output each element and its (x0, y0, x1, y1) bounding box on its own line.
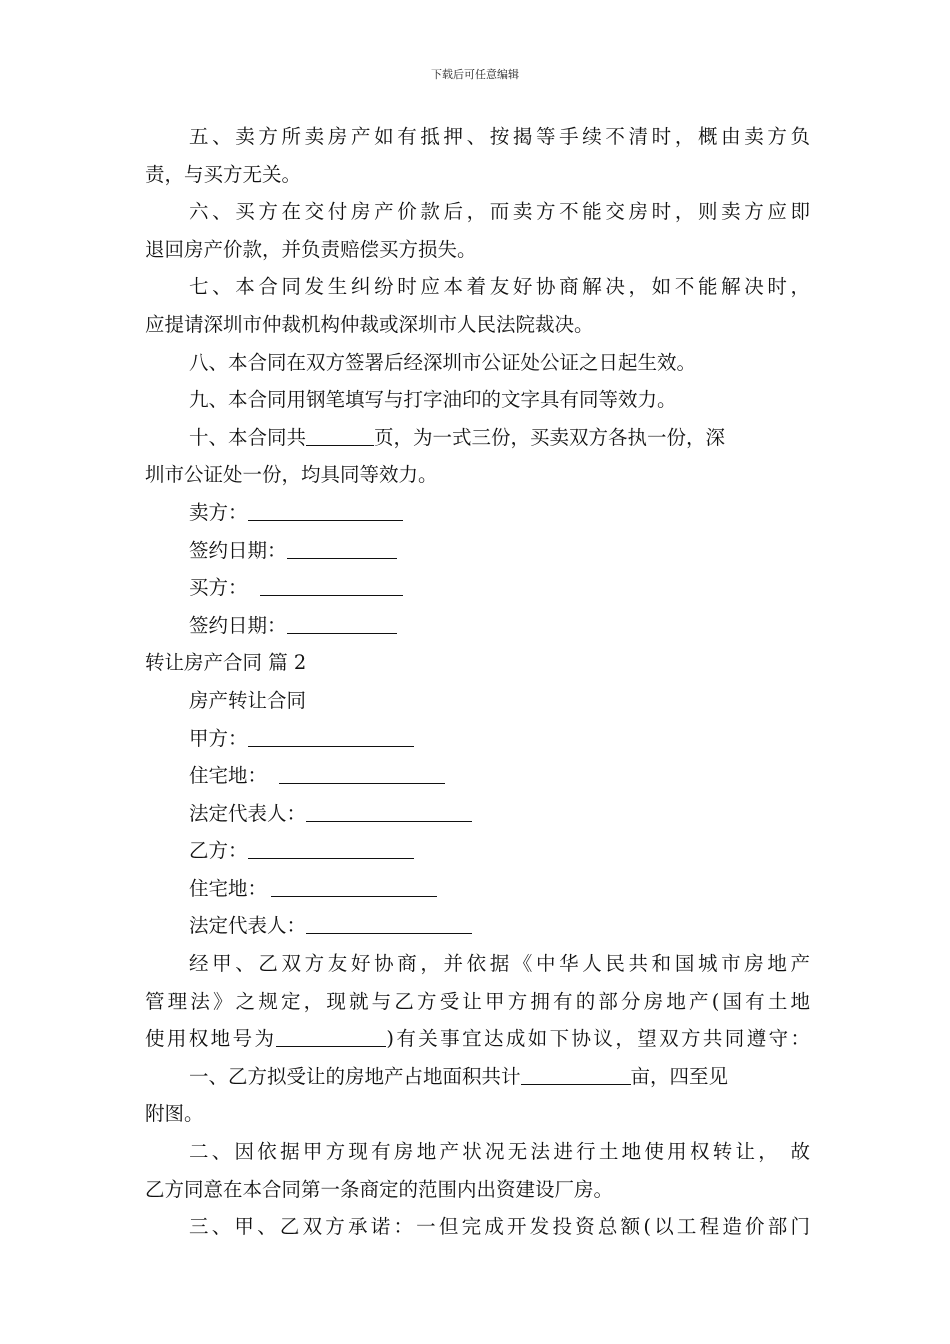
contract-title: 房产转让合同 (189, 688, 307, 712)
clause-10-line-2: 圳市公证处一份，均具同等效力。 (145, 463, 438, 487)
party-a-address-line (145, 757, 810, 795)
clause-6-line-1: 六、买方在交付房产价款后，而卖方不能交房时，则卖方应即 (189, 200, 810, 224)
party-a-blank (248, 726, 414, 747)
clause-5-line-1: 五、卖方所卖房产如有抵押、按揭等手续不清时，概由卖方负 (189, 125, 810, 148)
intro-line-2: 管理法》之规定，现就与乙方受让甲方拥有的部分房地产(国有土地 (145, 989, 810, 1013)
sign-date-line-1 (145, 532, 810, 570)
clause-7-line-1: 七、本合同发生纠纷时应本着友好协商解决，如不能解决时， (189, 275, 810, 299)
party-b-blank (248, 838, 414, 859)
party-b-address-blank (271, 876, 437, 897)
sign-date-blank-2 (287, 613, 397, 634)
party-a-rep-blank (306, 801, 472, 822)
clause-9: 九、本合同用钢笔填写与打字油印的文字具有同等效力。 (189, 388, 677, 412)
buyer-signature-line (145, 569, 810, 607)
page-header: 下载后可任意编辑 (431, 68, 519, 81)
clause-1-text-b: 亩，四至见 (630, 1064, 729, 1088)
party-a-rep-label: 法定代表人： (189, 801, 307, 825)
party-b-line (145, 832, 810, 870)
sign-date-label-1: 签约日期： (189, 538, 287, 562)
sign-date-label-2: 签约日期： (189, 613, 287, 637)
intro-line-1: 经甲、乙双方友好协商，并依据《中华人民共和国城市房地产 (189, 952, 810, 976)
clause-6-line-2: 退回房产价款，并负责赔偿买方损失。 (145, 237, 477, 261)
party-b-address-line (145, 870, 810, 908)
clause-10-text-a: 十、本合同共 (189, 425, 307, 449)
clause-2-line-2: 乙方同意在本合同第一条商定的范围内出资建设厂房。 (145, 1177, 614, 1201)
party-b-label: 乙方： (189, 839, 248, 863)
intro-text-a: 使用权地号为 (145, 1027, 277, 1051)
seller-blank (248, 500, 403, 521)
document-body (145, 118, 810, 1246)
party-b-rep-label: 法定代表人： (189, 914, 307, 938)
buyer-label: 买方： (189, 576, 248, 600)
intro-line-3 (145, 1020, 810, 1058)
party-b-rep-blank (306, 913, 472, 934)
party-a-address-label: 住宅地： (189, 764, 268, 788)
party-a-rep-line (145, 795, 810, 833)
clause-2-line-1: 二、因依据甲方现有房地产状况无法进行土地使用权转让， 故 (189, 1140, 810, 1164)
intro-text-b: )有关事宜达成如下协议，望双方共同遵守： (386, 1027, 810, 1051)
party-a-label: 甲方： (189, 726, 248, 750)
clause-1-line-2: 附图。 (145, 1102, 204, 1126)
seller-label: 卖方： (189, 500, 248, 524)
party-b-rep-line (145, 907, 810, 945)
sign-date-blank-1 (287, 538, 397, 559)
party-a-line (145, 720, 810, 758)
clause-7-line-2: 应提请深圳市仲裁机构仲裁或深圳市人民法院裁决。 (145, 312, 594, 336)
page-count-blank (306, 425, 374, 446)
clause-3-line-1: 三、甲、乙双方承诺：一但完成开发投资总额(以工程造价部门 (189, 1215, 810, 1239)
clause-10-line-1 (145, 419, 810, 457)
party-a-address-blank (279, 763, 445, 784)
seller-signature-line (145, 494, 810, 532)
clause-10-text-b: 页，为一式三份，买卖双方各执一份，深 (374, 425, 726, 449)
section-2-title: 转让房产合同 篇 2 (145, 651, 307, 675)
clause-5-line-2: 责，与买方无关。 (145, 162, 302, 186)
clause-1-text-a: 一、乙方拟受让的房地产占地面积共计 (189, 1064, 521, 1088)
buyer-blank (260, 575, 403, 596)
clause-8: 八、本合同在双方签署后经深圳市公证处公证之日起生效。 (189, 350, 697, 374)
clause-1-line-1 (145, 1058, 810, 1096)
party-b-address-label: 住宅地： (189, 876, 268, 900)
land-number-blank (276, 1026, 386, 1047)
area-blank (521, 1064, 631, 1085)
sign-date-line-2 (145, 607, 810, 645)
